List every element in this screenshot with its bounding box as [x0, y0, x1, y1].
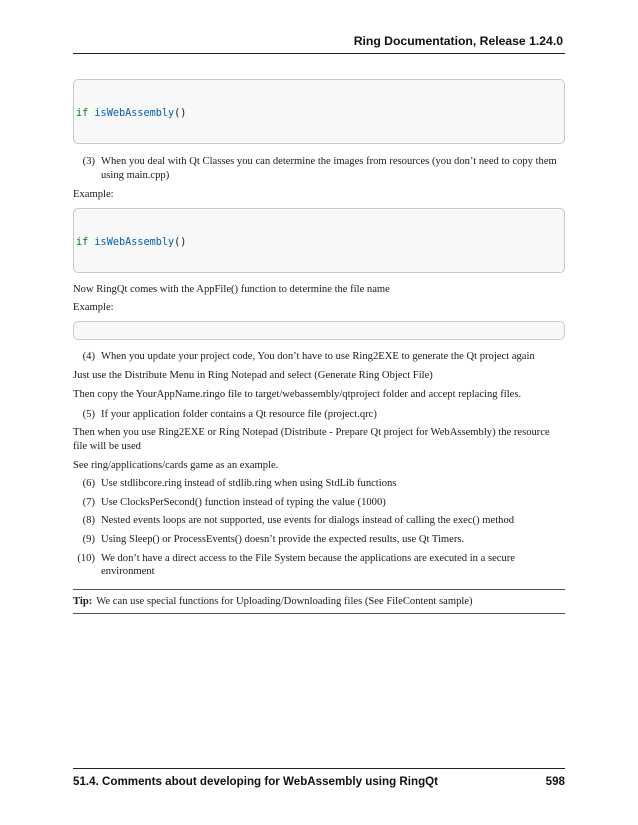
code-block-iswebassembly	[73, 79, 565, 144]
list-number: (9)	[82, 533, 95, 545]
header-rule	[73, 53, 565, 54]
list-item-10	[73, 552, 565, 579]
list-text: Use stdlibcore.ring instead of stdlib.ring when using StdLib functions	[101, 478, 397, 490]
list-number: (7)	[82, 496, 95, 508]
code-function: isWebAssembly	[94, 236, 175, 248]
list-text: If your application folder contains a Qt resource file (project.qrc)	[101, 408, 377, 420]
paragraph-distribute: Just use the Distribute Menu in Ring Notepad and select (Generate Ring Object File)	[73, 369, 433, 381]
code-keyword: if	[76, 107, 89, 119]
list-number: (3)	[82, 156, 95, 167]
code-punct: ()	[174, 107, 187, 119]
main-content	[73, 79, 565, 614]
code-function: isWebAssembly	[94, 107, 175, 119]
list-text: When you update your project code, You don’t have to use Ring2EXE to generate the Qt project again	[101, 350, 535, 362]
list-text: We don’t have a direct access to the File System because the applications are executed in a secure environment	[101, 552, 515, 578]
page-header-title: Ring Documentation, Release 1.24.0	[353, 34, 563, 48]
list-item-3	[73, 155, 565, 182]
tip-box	[73, 589, 565, 615]
list-item-4	[73, 350, 565, 364]
footer-page-number: 598	[545, 775, 565, 788]
list-item-5	[73, 408, 565, 422]
list-text: Use ClocksPerSecond() function instead of typing the value (1000)	[101, 496, 386, 508]
code-punct: ()	[174, 236, 187, 248]
list-item-7	[73, 496, 565, 510]
list-number: (6)	[82, 478, 95, 490]
code-block-qpixmap	[73, 208, 565, 273]
list-number: (8)	[82, 515, 95, 527]
footer-section-title: 51.4. Comments about developing for WebAssembly using RingQt	[73, 775, 439, 788]
paragraph-copy: Then copy the YourAppName.ringo file to target/webassembly/qtproject folder and accept replacing files.	[73, 389, 522, 401]
tip-label: Tip:	[73, 595, 93, 607]
list-item-8	[73, 514, 565, 528]
list-text: When you deal with Qt Classes you can determine the images from resources (you don’t need to copy them using main.cpp)	[101, 156, 557, 181]
paragraph-resource: Then when you use Ring2EXE or Ring Notepad (Distribute - Prepare Qt project for WebAssembly) the resource file will be used	[73, 427, 550, 452]
list-text: Using Sleep() or ProcessEvents() doesn’t provide the expected results, use Qt Timers.	[101, 533, 465, 545]
paragraph-see: See ring/applications/cards game as an example.	[73, 459, 279, 471]
list-number: (4)	[82, 350, 95, 362]
page-footer	[73, 768, 565, 788]
list-number: (5)	[82, 408, 95, 420]
example-label: Example:	[73, 302, 114, 314]
tip-text: We can use special functions for Uploading/Downloading files (See FileContent sample)	[96, 595, 473, 607]
code-block-appfile	[73, 321, 565, 340]
list-item-9	[73, 533, 565, 547]
list-item-6	[73, 477, 565, 491]
list-text: Nested events loops are not supported, use events for dialogs instead of calling the exec() method	[101, 515, 515, 527]
paragraph-appfile: Now RingQt comes with the AppFile() function to determine the file name	[73, 283, 390, 295]
example-label: Example:	[73, 189, 114, 201]
code-keyword: if	[76, 236, 89, 248]
list-number: (10)	[77, 552, 95, 564]
